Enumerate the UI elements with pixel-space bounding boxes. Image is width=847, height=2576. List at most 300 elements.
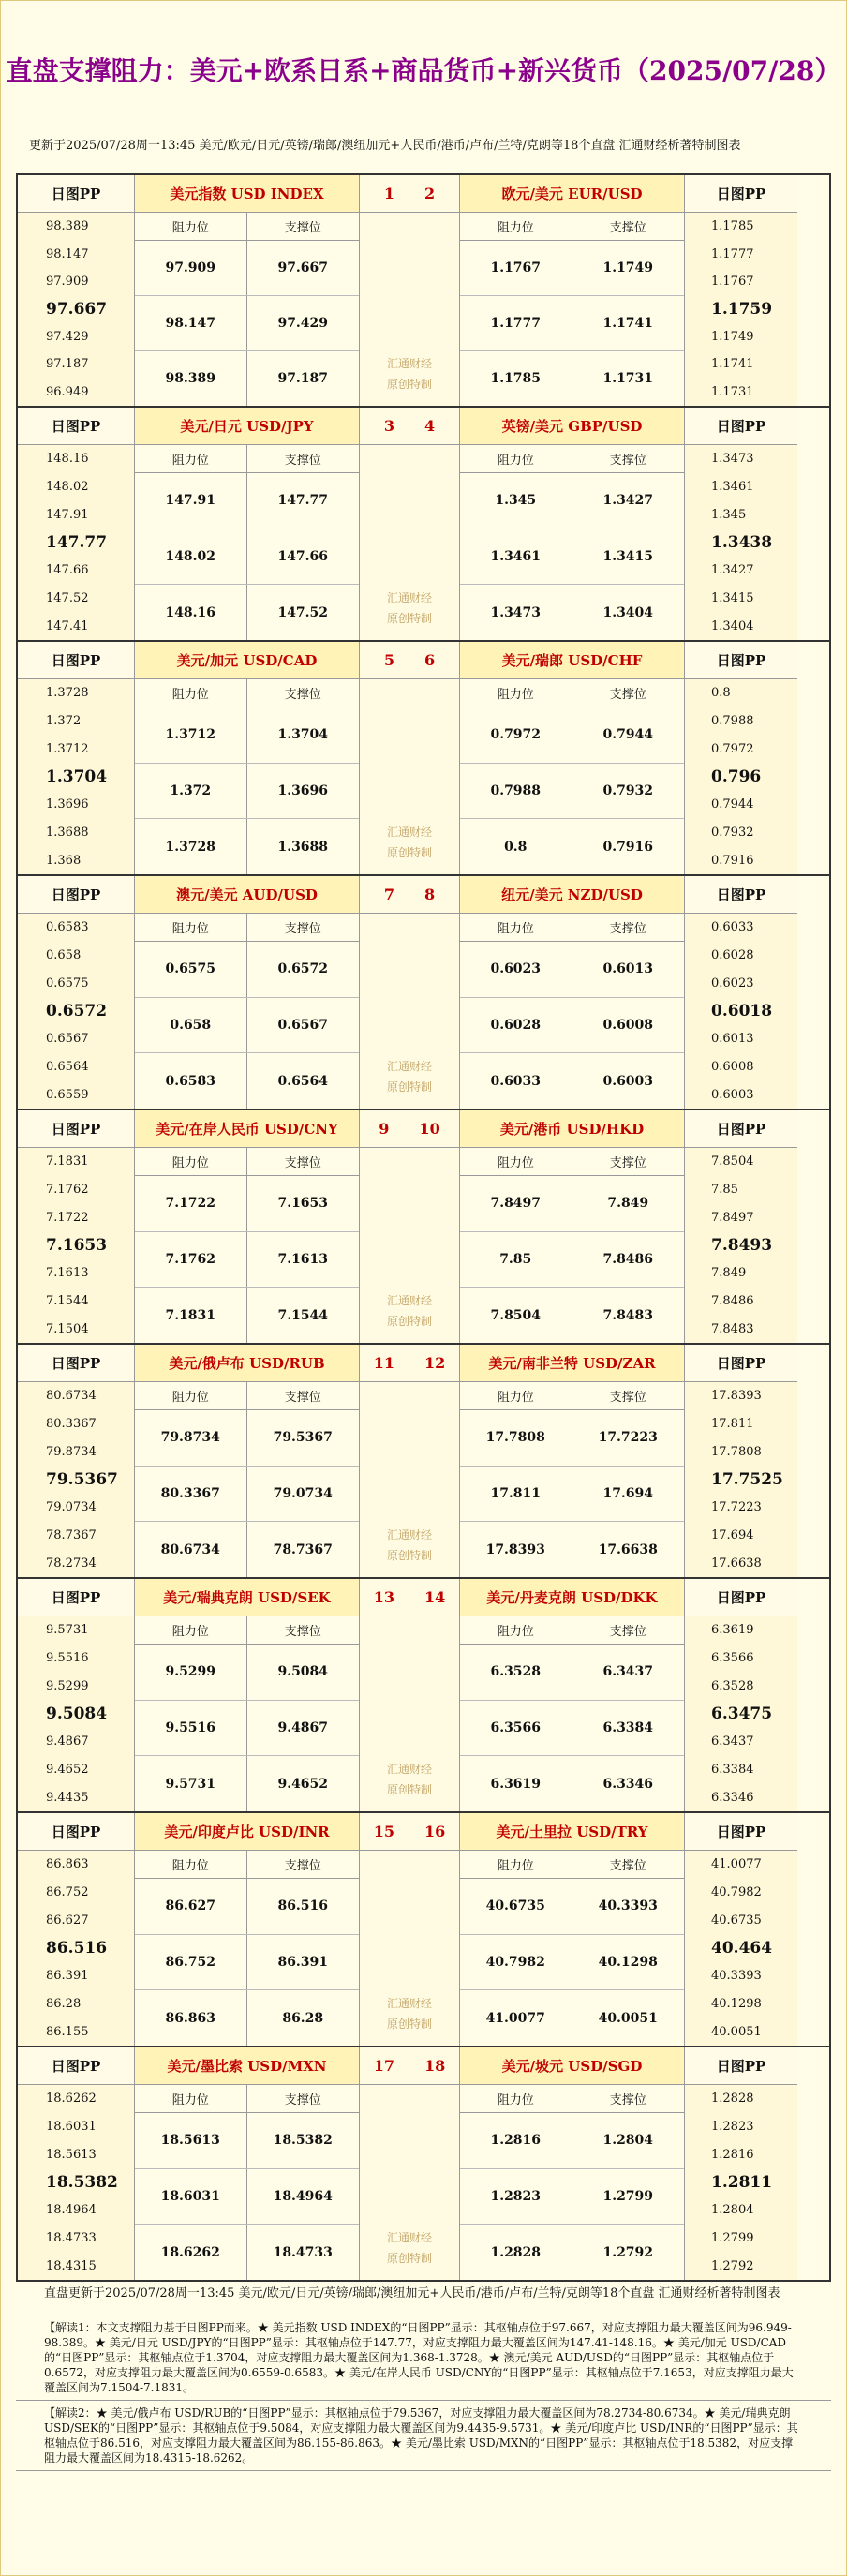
watermark-line: 汇通财经	[386, 1763, 432, 1776]
level-row	[135, 819, 359, 874]
block-index	[360, 876, 460, 1109]
resistance-value: 0.8	[460, 819, 572, 874]
support-header: 支撑位	[284, 1391, 321, 1405]
level-rows	[135, 1410, 359, 1577]
level-row	[460, 1990, 684, 2046]
column-headers	[460, 445, 684, 473]
pair-block	[16, 173, 831, 408]
support-header: 支撑位	[284, 688, 321, 702]
pp-value: 0.6033	[711, 920, 754, 935]
support-value: 79.0734	[273, 1486, 333, 1501]
pp-value: 1.3712	[46, 741, 89, 756]
pp-value: 18.5613	[46, 2147, 97, 2162]
pair-number: 3	[383, 417, 394, 435]
pair-numbers	[360, 1110, 459, 1148]
resistance-value: 97.909	[135, 241, 247, 295]
pivot-value: 6.3475	[711, 1705, 773, 1724]
pp-value: 1.1777	[711, 246, 754, 261]
watermark-line: 汇通财经	[386, 357, 432, 370]
pp-column-right	[685, 1813, 797, 2046]
pp-value: 7.8497	[711, 1210, 754, 1225]
level-rows	[460, 2113, 684, 2280]
pp-value: 18.4964	[46, 2203, 97, 2218]
pp-header: 日图PP	[18, 2047, 134, 2085]
pp-header: 日图PP	[18, 1345, 134, 1382]
pp-value: 0.6567	[46, 1032, 89, 1047]
pp-value: 7.8486	[711, 1293, 754, 1308]
pair-name: 美元/丹麦克朗 USD/DKK	[460, 1579, 684, 1616]
pp-value: 0.658	[46, 948, 82, 963]
pair-name: 美元/瑞典克朗 USD/SEK	[135, 1579, 359, 1616]
pair-number: 18	[424, 2057, 446, 2075]
pp-value: 18.6031	[46, 2120, 97, 2135]
pp-column-left	[18, 876, 135, 1109]
pp-value: 97.429	[46, 329, 89, 344]
pair-name: 美元指数 USD INDEX	[135, 175, 359, 213]
pp-header: 日图PP	[18, 1579, 134, 1616]
resistance-header: 阻力位	[460, 445, 572, 472]
support-value: 17.7223	[598, 1430, 658, 1446]
watermark-line: 汇通财经	[386, 1294, 432, 1307]
level-rows	[460, 942, 684, 1109]
pp-value: 1.1741	[711, 357, 754, 372]
pivot-value: 7.1653	[46, 1236, 108, 1256]
level-rows	[135, 473, 359, 640]
level-row	[460, 1467, 684, 1523]
support-value: 7.1613	[277, 1252, 329, 1267]
support-value: 1.2799	[602, 2189, 654, 2204]
pair-table-right	[460, 642, 685, 874]
level-row	[460, 2169, 684, 2226]
pivot-value: 0.6018	[711, 1002, 773, 1021]
pp-value: 40.7982	[711, 1885, 762, 1900]
support-header: 支撑位	[609, 1859, 646, 1873]
resistance-value: 1.3473	[460, 585, 572, 640]
resistance-header: 阻力位	[460, 1382, 572, 1409]
pp-value: 97.909	[46, 275, 89, 290]
pp-value: 98.147	[46, 246, 89, 261]
level-row	[460, 2113, 684, 2169]
pair-name: 美元/港币 USD/HKD	[460, 1110, 684, 1148]
support-value: 97.667	[277, 261, 329, 275]
resistance-value: 0.6028	[460, 998, 572, 1053]
pair-number: 14	[424, 1588, 446, 1606]
level-rows	[460, 707, 684, 874]
pp-value: 1.1731	[711, 384, 754, 399]
pivot-value: 0.6572	[46, 1002, 108, 1021]
pp-column-left	[18, 1813, 135, 2046]
pp-value: 9.5731	[46, 1623, 89, 1638]
pair-number: 12	[424, 1354, 446, 1372]
pp-value: 1.3688	[46, 825, 89, 840]
pp-header: 日图PP	[685, 408, 797, 445]
level-row	[460, 1288, 684, 1343]
column-headers	[135, 1616, 359, 1645]
pair-numbers	[360, 876, 459, 914]
pair-number: 7	[383, 886, 394, 903]
watermark-line: 原创特制	[386, 612, 432, 625]
pair-block	[16, 876, 831, 1110]
level-row	[135, 1232, 359, 1288]
column-headers	[460, 1616, 684, 1645]
column-headers	[460, 1148, 684, 1176]
block-index	[360, 1345, 460, 1577]
column-headers	[135, 1148, 359, 1176]
pair-name: 美元/墨比索 USD/MXN	[135, 2047, 359, 2085]
support-value: 1.1749	[602, 261, 654, 275]
pp-column-left	[18, 1345, 135, 1577]
watermark-line: 原创特制	[386, 378, 432, 391]
pp-header: 日图PP	[18, 876, 134, 914]
resistance-value: 0.6033	[460, 1053, 572, 1109]
watermark-line: 汇通财经	[386, 1528, 432, 1541]
pp-value: 0.7988	[711, 714, 754, 729]
column-headers	[460, 1851, 684, 1879]
pair-name: 纽元/美元 NZD/USD	[460, 876, 684, 914]
pp-header: 日图PP	[18, 175, 134, 213]
level-row	[460, 351, 684, 406]
pair-name: 美元/加元 USD/CAD	[135, 642, 359, 679]
level-row	[135, 2225, 359, 2280]
pp-value: 147.91	[46, 507, 89, 522]
pp-value: 40.0051	[711, 2024, 762, 2039]
pair-name: 美元/土里拉 USD/TRY	[460, 1813, 684, 1851]
resistance-value: 1.2828	[460, 2225, 572, 2280]
watermark	[360, 822, 459, 863]
pp-value: 17.7808	[711, 1444, 762, 1459]
level-row	[460, 585, 684, 640]
pp-header: 日图PP	[685, 1345, 797, 1382]
pp-value: 147.41	[46, 618, 89, 633]
level-rows	[460, 1176, 684, 1343]
pp-value: 1.2828	[711, 2092, 754, 2107]
resistance-value: 9.5731	[135, 1756, 247, 1811]
pp-value: 0.7944	[711, 797, 754, 812]
pp-value: 1.2799	[711, 2230, 754, 2245]
level-row	[460, 1176, 684, 1232]
support-value: 6.3384	[602, 1720, 654, 1735]
resistance-value: 0.6583	[135, 1053, 247, 1109]
resistance-value: 1.372	[135, 764, 247, 819]
pair-number: 16	[424, 1823, 446, 1840]
pp-value: 97.187	[46, 357, 89, 372]
support-value: 1.3704	[277, 727, 329, 743]
pp-value: 0.7916	[711, 853, 754, 868]
resistance-value: 148.02	[135, 529, 247, 585]
pair-number: 8	[424, 886, 436, 903]
pair-number: 2	[424, 185, 436, 202]
level-row	[135, 473, 359, 529]
pair-number: 4	[424, 417, 436, 435]
resistance-value: 7.1831	[135, 1288, 247, 1343]
pair-number: 9	[379, 1120, 390, 1138]
resistance-value: 18.6031	[135, 2169, 247, 2225]
pp-value: 86.28	[46, 1996, 82, 2011]
level-row	[460, 942, 684, 998]
support-value: 1.2804	[602, 2133, 654, 2149]
level-row	[135, 1701, 359, 1757]
pp-value: 1.3404	[711, 618, 754, 633]
pp-value: 6.3346	[711, 1790, 754, 1805]
watermark	[360, 1525, 459, 1566]
pp-value: 7.8504	[711, 1154, 754, 1169]
support-header: 支撑位	[284, 1625, 321, 1639]
pp-column-left	[18, 1579, 135, 1811]
watermark-line: 汇通财经	[386, 1997, 432, 2010]
watermark	[360, 2227, 459, 2269]
resistance-value: 40.7982	[460, 1935, 572, 1990]
pp-value: 86.627	[46, 1913, 89, 1928]
block-index	[360, 2047, 460, 2280]
support-value: 7.1653	[277, 1196, 329, 1212]
pp-header: 日图PP	[18, 1110, 134, 1148]
pair-table-left	[135, 1110, 360, 1343]
level-row	[135, 1522, 359, 1577]
pair-table-left	[135, 642, 360, 874]
resistance-value: 7.8504	[460, 1288, 572, 1343]
level-row	[135, 1053, 359, 1109]
support-value: 18.5382	[273, 2133, 333, 2149]
pair-block	[16, 1345, 831, 1579]
support-value: 0.6013	[602, 961, 654, 977]
pp-column-right	[685, 408, 797, 640]
pair-table-right	[460, 1110, 685, 1343]
support-value: 1.2792	[602, 2244, 654, 2260]
support-value: 147.77	[277, 493, 329, 509]
pair-table-left	[135, 1579, 360, 1811]
resistance-header: 阻力位	[135, 1616, 247, 1644]
column-headers	[460, 213, 684, 241]
pp-value: 1.2804	[711, 2203, 754, 2218]
support-value: 1.3415	[602, 549, 654, 564]
pp-value: 96.949	[46, 384, 89, 399]
column-headers	[460, 914, 684, 942]
resistance-value: 0.658	[135, 998, 247, 1053]
watermark	[360, 1759, 459, 1800]
level-row	[460, 296, 684, 351]
pair-name: 美元/南非兰特 USD/ZAR	[460, 1345, 684, 1382]
level-row	[460, 707, 684, 764]
support-value: 9.4867	[277, 1720, 329, 1735]
support-value: 86.391	[277, 1955, 329, 1970]
pp-value: 1.345	[711, 507, 747, 522]
pp-value: 0.6003	[711, 1087, 754, 1102]
pair-block	[16, 1579, 831, 1813]
resistance-value: 0.7988	[460, 764, 572, 819]
pp-value: 86.391	[46, 1969, 89, 1984]
support-value: 0.6567	[277, 1018, 329, 1033]
pp-value: 1.2816	[711, 2147, 754, 2162]
pivot-value: 40.464	[711, 1939, 773, 1958]
pp-value: 7.1504	[46, 1321, 89, 1336]
pivot-value: 7.8493	[711, 1236, 773, 1256]
resistance-header: 阻力位	[135, 445, 247, 472]
pair-block	[16, 1813, 831, 2047]
resistance-header: 阻力位	[135, 213, 247, 240]
pp-value: 9.4867	[46, 1735, 89, 1750]
pivot-value: 86.516	[46, 1939, 108, 1958]
pp-value: 7.1544	[46, 1293, 89, 1308]
support-value: 17.694	[602, 1486, 654, 1501]
update-info: 更新于2025/07/28周一13:45 美元/欧元/日元/英镑/瑞郎/澳纽加元+人民币/港币/卢布/兰特/克朗等18个直盘 汇通财经析著特制图表	[29, 139, 741, 153]
watermark-line: 汇通财经	[386, 826, 432, 839]
pair-numbers	[360, 408, 459, 445]
support-header: 支撑位	[609, 922, 646, 936]
support-value: 79.5367	[273, 1430, 333, 1446]
block-index	[360, 408, 460, 640]
support-header: 支撑位	[284, 1156, 321, 1170]
resistance-value: 41.0077	[460, 1990, 572, 2046]
pp-value: 148.16	[46, 452, 89, 467]
pp-value: 9.5299	[46, 1678, 89, 1693]
watermark-line: 原创特制	[386, 1783, 432, 1796]
level-rows	[460, 1879, 684, 2046]
block-index	[360, 642, 460, 874]
support-value: 97.187	[277, 371, 329, 386]
level-row	[460, 473, 684, 529]
pp-value: 17.811	[711, 1417, 754, 1432]
support-value: 6.3437	[602, 1664, 654, 1680]
pp-value: 18.6262	[46, 2092, 97, 2107]
support-value: 40.1298	[598, 1955, 658, 1970]
resistance-value: 18.6262	[135, 2225, 247, 2280]
pp-value: 0.6028	[711, 948, 754, 963]
resistance-value: 1.1777	[460, 296, 572, 350]
pp-value: 6.3528	[711, 1678, 754, 1693]
level-row	[135, 1645, 359, 1701]
resistance-value: 1.3461	[460, 529, 572, 585]
resistance-value: 86.863	[135, 1990, 247, 2046]
pair-name: 澳元/美元 AUD/USD	[135, 876, 359, 914]
pp-value: 1.3473	[711, 452, 754, 467]
pair-table-left	[135, 175, 360, 406]
pp-value: 1.2823	[711, 2120, 754, 2135]
resistance-value: 98.147	[135, 296, 247, 350]
pivot-value: 17.7525	[711, 1470, 783, 1490]
pivot-value: 1.3704	[46, 767, 108, 787]
support-value: 7.8486	[602, 1252, 654, 1267]
level-row	[135, 2169, 359, 2226]
pp-value: 9.4652	[46, 1762, 89, 1777]
resistance-value: 0.7972	[460, 707, 572, 763]
resistance-value: 9.5299	[135, 1645, 247, 1700]
resistance-value: 7.1762	[135, 1232, 247, 1288]
support-value: 147.52	[277, 604, 329, 620]
pp-column-right	[685, 1345, 797, 1577]
pair-name: 美元/瑞郎 USD/CHF	[460, 642, 684, 679]
pp-value: 7.1762	[46, 1183, 89, 1198]
pair-table-left	[135, 2047, 360, 2280]
level-row	[460, 764, 684, 820]
resistance-value: 17.811	[460, 1467, 572, 1522]
support-value: 7.8483	[602, 1307, 654, 1323]
watermark-line: 原创特制	[386, 1549, 432, 1562]
pivot-value: 0.796	[711, 767, 762, 787]
pp-header: 日图PP	[685, 2047, 797, 2085]
interpretation-note-1: 【解读1：本文支撑阻力基于日图PP而来。★ 美元指数 USD INDEX的“日图PP”显示：其枢轴点位于97.667，对应支撑阻力最大覆盖区间为96.949-98.389。★ 美元/日元 USD/JPY的“日图PP”显示：其枢轴点位于147.77，对应支撑阻力最大覆盖区间为147.41-148.16。★ 美元/加元 USD/CAD的“日图PP”显示：其枢轴点位于1.3704，对应支撑阻力最大覆盖区间为1.368-1.3728。★ 澳元/美元 AUD/USD的“日图PP”显示：其枢轴点位于0.6572，对应支撑阻力最大覆盖区间为0.6559-0.6583。★ 美元/在岸人民币 USD/CNY的“日图PP”显示：其枢轴点位于7.1653，对应支撑阻力最大覆盖区间为7.1504-7.1831。	[16, 2315, 831, 2401]
level-rows	[460, 241, 684, 406]
level-rows	[460, 1410, 684, 1577]
watermark-line: 原创特制	[386, 1080, 432, 1094]
resistance-value: 1.3712	[135, 707, 247, 763]
level-row	[460, 1935, 684, 1991]
support-value: 1.1741	[602, 316, 654, 331]
level-rows	[135, 1645, 359, 1811]
level-row	[135, 942, 359, 998]
pp-value: 98.389	[46, 219, 89, 234]
pp-value: 79.8734	[46, 1444, 97, 1459]
pp-header: 日图PP	[685, 1813, 797, 1851]
support-value: 17.6638	[598, 1541, 658, 1557]
block-index	[360, 1579, 460, 1811]
pp-value: 1.1749	[711, 329, 754, 344]
resistance-value: 17.7808	[460, 1410, 572, 1466]
resistance-value: 147.91	[135, 473, 247, 529]
pp-value: 1.3427	[711, 563, 754, 578]
support-value: 147.66	[277, 549, 329, 564]
support-value: 1.1731	[602, 371, 654, 386]
pivot-value: 1.3438	[711, 533, 773, 553]
pp-column-right	[685, 876, 797, 1109]
level-row	[135, 585, 359, 640]
pp-column-right	[685, 642, 797, 874]
pp-value: 1.3461	[711, 480, 754, 495]
support-value: 18.4964	[273, 2189, 333, 2204]
watermark	[360, 1290, 459, 1332]
pair-block	[16, 408, 831, 642]
pair-numbers	[360, 175, 459, 213]
support-header: 支撑位	[609, 688, 646, 702]
pp-value: 41.0077	[711, 1857, 762, 1872]
support-header: 支撑位	[609, 454, 646, 468]
pp-value: 0.6564	[46, 1059, 89, 1074]
support-value: 9.4652	[277, 1776, 329, 1792]
pp-value: 18.4315	[46, 2258, 97, 2273]
pp-value: 0.6583	[46, 920, 89, 935]
watermark-line: 原创特制	[386, 1315, 432, 1328]
pp-header: 日图PP	[685, 175, 797, 213]
support-value: 1.3688	[277, 839, 329, 855]
pair-table-right	[460, 2047, 685, 2280]
level-rows	[135, 2113, 359, 2280]
pp-value: 17.7223	[711, 1500, 762, 1515]
level-rows	[460, 1645, 684, 1811]
pp-value: 0.7932	[711, 825, 754, 840]
level-row	[460, 819, 684, 874]
pp-value: 40.6735	[711, 1913, 762, 1928]
watermark	[360, 1993, 459, 2034]
support-value: 6.3346	[602, 1776, 654, 1792]
pp-column-right	[685, 175, 797, 406]
block-index	[360, 1110, 460, 1343]
level-row	[460, 1232, 684, 1288]
block-index	[360, 175, 460, 406]
pp-header: 日图PP	[18, 1813, 134, 1851]
level-row	[135, 1990, 359, 2046]
support-header: 支撑位	[284, 454, 321, 468]
pair-number: 10	[419, 1120, 440, 1138]
pp-value: 147.66	[46, 563, 89, 578]
support-value: 18.4733	[273, 2244, 333, 2260]
resistance-value: 6.3528	[460, 1645, 572, 1700]
pivot-value: 1.2811	[711, 2173, 773, 2193]
resistance-header: 阻力位	[135, 1382, 247, 1409]
resistance-value: 17.8393	[460, 1522, 572, 1577]
resistance-header: 阻力位	[460, 1851, 572, 1878]
level-row	[460, 998, 684, 1054]
level-row	[135, 241, 359, 296]
pair-table-left	[135, 1345, 360, 1577]
